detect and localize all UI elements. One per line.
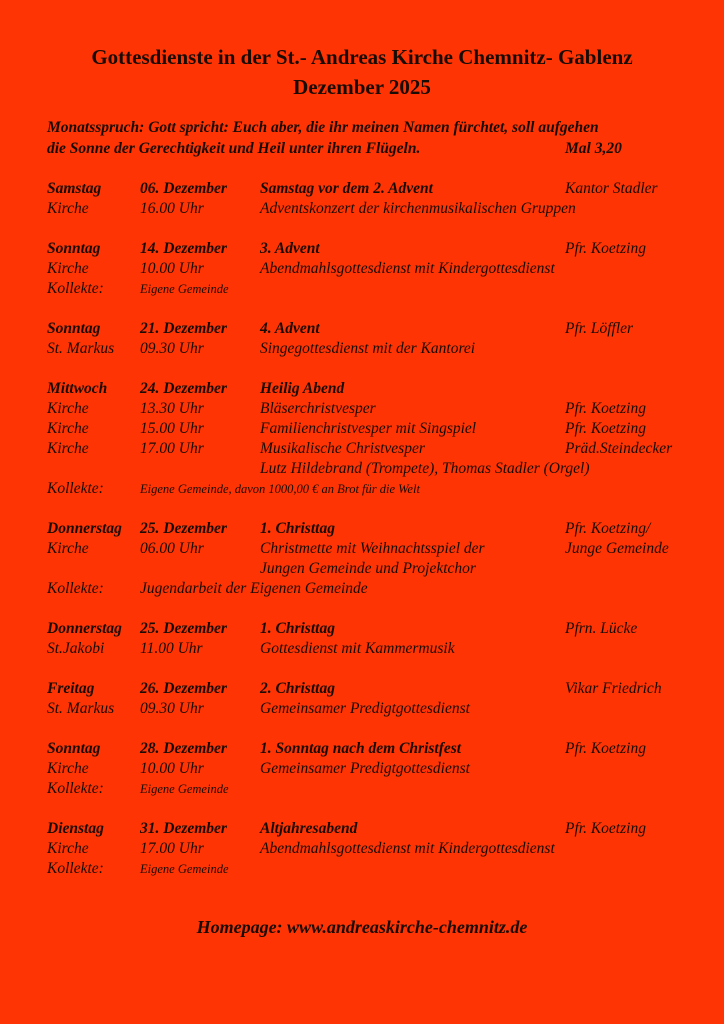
- place-cell: St.Jakobi: [47, 640, 105, 657]
- service-block: [47, 319, 724, 359]
- place-cell: St. Markus: [47, 700, 115, 717]
- event-cell: 2. Christtag: [260, 680, 335, 697]
- monthly-verse-line1: Monatsspruch: Gott spricht: Euch aber, die ihr meinen Namen fürchtet, soll aufgehen: [47, 119, 599, 136]
- schedule: [47, 179, 724, 879]
- date-cell: 25. Dezember: [140, 520, 227, 537]
- minister-cell: Pfr. Koetzing/: [565, 520, 651, 537]
- service-block: [47, 379, 724, 499]
- event-cell: Altjahresabend: [260, 820, 358, 837]
- kollekte-row: [47, 279, 724, 299]
- minister-cell: [565, 199, 724, 219]
- date-cell: 28. Dezember: [140, 740, 227, 757]
- service-detail-row: [47, 419, 724, 439]
- kollekte-label: Kollekte:: [47, 780, 104, 797]
- minister-cell: Pfr. Koetzing: [565, 740, 646, 757]
- place-cell: Kirche: [47, 400, 89, 417]
- service-block: [47, 239, 724, 299]
- service-detail-row: [47, 439, 724, 459]
- day-cell: Freitag: [47, 680, 95, 697]
- minister-cell: [565, 459, 724, 479]
- event-cell: Christmette mit Weihnachtsspiel der: [260, 540, 485, 557]
- monthly-verse-line2: [47, 138, 684, 159]
- minister-cell: Pfr. Koetzing: [565, 240, 646, 257]
- service-header-row: [47, 239, 724, 259]
- kollekte-row: [47, 579, 724, 599]
- minister-cell: Pfr. Koetzing: [565, 420, 646, 437]
- time-cell: 09.30 Uhr: [140, 700, 204, 717]
- day-cell: Sonntag: [47, 240, 101, 257]
- footer-homepage: Homepage: www.andreaskirche-chemnitz.de: [196, 917, 528, 937]
- minister-cell: [565, 639, 724, 659]
- event-cell: Gemeinsamer Predigtgottesdienst: [260, 760, 470, 777]
- day-cell: Donnerstag: [47, 620, 122, 637]
- kollekte-value: Eigene Gemeinde: [140, 862, 229, 876]
- date-cell: 06. Dezember: [140, 180, 227, 197]
- kollekte-value: Eigene Gemeinde: [140, 782, 229, 796]
- minister-cell: [565, 759, 724, 779]
- service-detail-row: [47, 759, 724, 779]
- event-cell: Abendmahlsgottesdienst mit Kindergottesdienst: [260, 260, 555, 277]
- place-cell: Kirche: [47, 420, 89, 437]
- place-cell: Kirche: [47, 840, 89, 857]
- service-block: [47, 819, 724, 879]
- time-cell: 13.30 Uhr: [140, 400, 204, 417]
- minister-cell: Junge Gemeinde: [565, 540, 669, 557]
- kollekte-label: Kollekte:: [47, 860, 104, 877]
- time-cell: 16.00 Uhr: [140, 200, 204, 217]
- bible-reference: Mal 3,20: [565, 140, 622, 157]
- service-header-row: [47, 819, 724, 839]
- kollekte-value: Jugendarbeit der Eigenen Gemeinde: [140, 580, 368, 597]
- minister-cell: Pfr. Koetzing: [565, 820, 646, 837]
- time-cell: 10.00 Uhr: [140, 760, 204, 777]
- minister-cell: [565, 559, 724, 579]
- time-cell: 17.00 Uhr: [140, 440, 204, 457]
- event-cell: Jungen Gemeinde und Projektchor: [260, 560, 476, 577]
- service-header-row: [47, 379, 724, 399]
- event-cell: Singegottesdienst mit der Kantorei: [260, 340, 476, 357]
- service-detail-row: [47, 639, 724, 659]
- service-detail-row: [47, 699, 724, 719]
- kollekte-label: Kollekte:: [47, 580, 104, 597]
- event-cell: 1. Christtag: [260, 620, 335, 637]
- service-detail-row: [47, 559, 724, 579]
- event-cell: Samstag vor dem 2. Advent: [260, 180, 433, 197]
- date-cell: 25. Dezember: [140, 620, 227, 637]
- place-cell: [47, 559, 140, 579]
- event-cell: 4. Advent: [260, 320, 320, 337]
- time-cell: 11.00 Uhr: [140, 640, 203, 657]
- monthly-verse: [47, 117, 684, 159]
- service-detail-row: [47, 259, 724, 279]
- service-block: [47, 179, 724, 219]
- service-detail-row: [47, 399, 724, 419]
- place-cell: Kirche: [47, 200, 89, 217]
- service-header-row: [47, 179, 724, 199]
- service-header-row: [47, 679, 724, 699]
- kollekte-row: [47, 859, 724, 879]
- event-cell: 3. Advent: [260, 240, 320, 257]
- service-header-row: [47, 739, 724, 759]
- event-cell: Gemeinsamer Predigtgottesdienst: [260, 700, 470, 717]
- event-cell: Gottesdienst mit Kammermusik: [260, 640, 455, 657]
- page-title-line2: Dezember 2025: [293, 75, 431, 99]
- minister-cell: Pfrn. Lücke: [565, 620, 638, 637]
- service-detail-row: [47, 199, 724, 219]
- event-cell: Adventskonzert der kirchenmusikalischen Gruppen: [260, 200, 576, 217]
- minister-cell: [565, 699, 724, 719]
- place-cell: St. Markus: [47, 340, 115, 357]
- time-cell: [140, 559, 260, 579]
- minister-cell: Pfr. Koetzing: [565, 400, 646, 417]
- minister-cell: Kantor Stadler: [565, 180, 658, 197]
- minister-cell: [565, 839, 724, 859]
- date-cell: 31. Dezember: [140, 820, 227, 837]
- kollekte-label: Kollekte:: [47, 480, 104, 497]
- day-cell: Donnerstag: [47, 520, 122, 537]
- service-detail-row: [47, 459, 724, 479]
- kollekte-value: Eigene Gemeinde, davon 1000,00 € an Brot für die Welt: [140, 482, 420, 496]
- day-cell: Dienstag: [47, 820, 104, 837]
- minister-cell: Vikar Friedrich: [565, 680, 662, 697]
- time-cell: [140, 459, 260, 479]
- service-header-row: [47, 519, 724, 539]
- service-block: [47, 619, 724, 659]
- minister-cell: Präd.Steindecker: [565, 440, 673, 457]
- time-cell: 06.00 Uhr: [140, 540, 204, 557]
- service-block: [47, 739, 724, 799]
- place-cell: Kirche: [47, 760, 89, 777]
- time-cell: 17.00 Uhr: [140, 840, 204, 857]
- service-detail-row: [47, 339, 724, 359]
- date-cell: 14. Dezember: [140, 240, 227, 257]
- place-cell: Kirche: [47, 540, 89, 557]
- kollekte-row: [47, 779, 724, 799]
- date-cell: 21. Dezember: [140, 320, 227, 337]
- place-cell: [47, 459, 140, 479]
- service-block: [47, 519, 724, 599]
- minister-cell: [565, 379, 724, 399]
- monthly-verse-text: die Sonne der Gerechtigkeit und Heil unter ihren Flügeln.: [47, 140, 421, 157]
- date-cell: 26. Dezember: [140, 680, 227, 697]
- event-cell: Familienchristvesper mit Singspiel: [260, 420, 477, 437]
- event-cell: Lutz Hildebrand (Trompete), Thomas Stadler (Orgel): [260, 460, 590, 477]
- date-cell: 24. Dezember: [140, 380, 227, 397]
- service-header-row: [47, 619, 724, 639]
- kollekte-value: Eigene Gemeinde: [140, 282, 229, 296]
- place-cell: Kirche: [47, 440, 89, 457]
- kollekte-label: Kollekte:: [47, 280, 104, 297]
- time-cell: 15.00 Uhr: [140, 420, 204, 437]
- time-cell: 09.30 Uhr: [140, 340, 204, 357]
- service-detail-row: [47, 839, 724, 859]
- event-cell: Abendmahlsgottesdienst mit Kindergottesdienst: [260, 840, 555, 857]
- minister-cell: Pfr. Löffler: [565, 320, 634, 337]
- event-cell: Musikalische Christvesper: [260, 440, 425, 457]
- service-header-row: [47, 319, 724, 339]
- minister-cell: [565, 339, 724, 359]
- time-cell: 10.00 Uhr: [140, 260, 204, 277]
- kollekte-row: [47, 479, 724, 499]
- day-cell: Samstag: [47, 180, 102, 197]
- day-cell: Mittwoch: [47, 380, 108, 397]
- event-cell: Heilig Abend: [260, 380, 345, 397]
- event-cell: 1. Christtag: [260, 520, 335, 537]
- day-cell: Sonntag: [47, 320, 101, 337]
- service-block: [47, 679, 724, 719]
- event-cell: 1. Sonntag nach dem Christfest: [260, 740, 462, 757]
- page-title-line1: Gottesdienste in der St.- Andreas Kirche Chemnitz- Gablenz: [91, 45, 633, 69]
- place-cell: Kirche: [47, 260, 89, 277]
- minister-cell: [565, 259, 724, 279]
- day-cell: Sonntag: [47, 740, 101, 757]
- event-cell: Bläserchristvesper: [260, 400, 376, 417]
- service-detail-row: [47, 539, 724, 559]
- page-title: [0, 0, 724, 102]
